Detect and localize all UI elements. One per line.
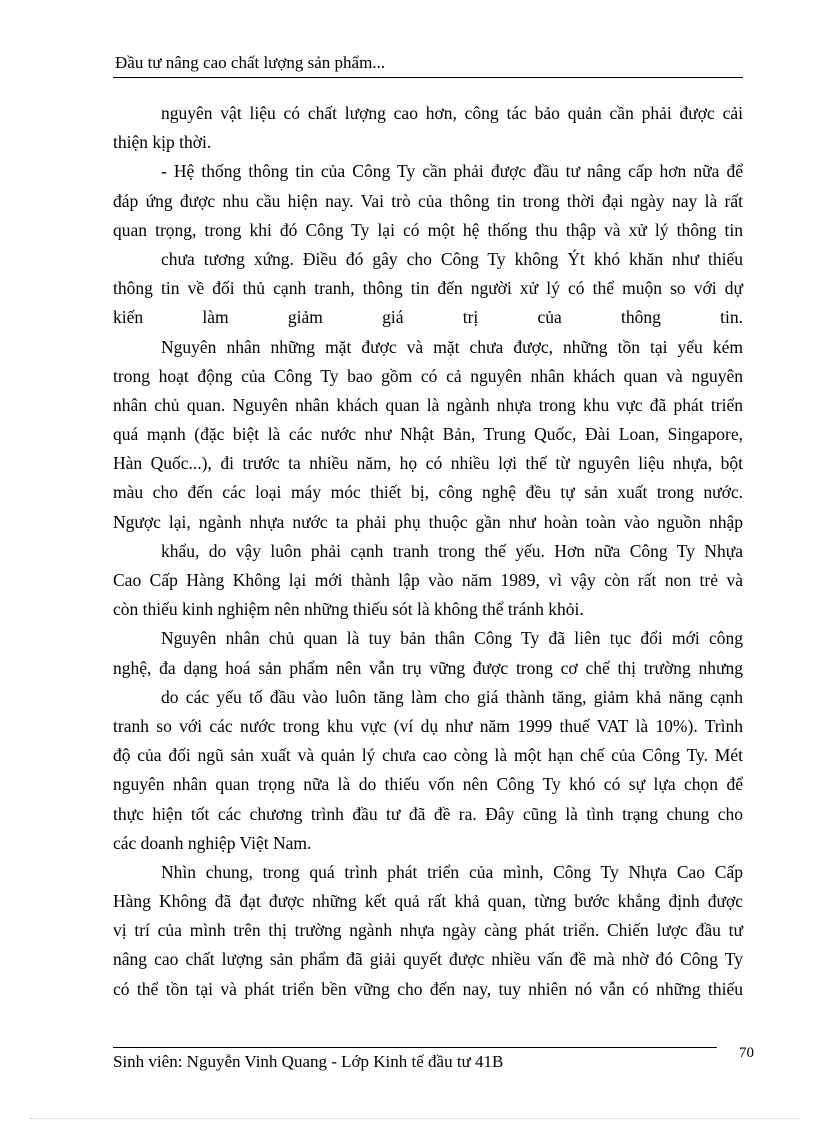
text-line: màu cho đến các loại máy móc thiết bị, công nghệ đều tự sản xuất trong nước. xyxy=(113,482,743,503)
text-line: có thể tồn tại và phát triển bền vững cho đến nay, tuy nhiên nó vẫn có những thiếu xyxy=(113,978,743,999)
text-line: vị trí của mình trên thị trường ngành nhựa ngày càng phát triển. Chiến lược đầu tư xyxy=(113,920,743,941)
text-line: quá mạnh (đặc biệt là các nước như Nhật Bản, Trung Quốc, Đài Loan, Singapore, xyxy=(113,424,743,445)
text-line: nguyên vật liệu có chất lượng cao hơn, công tác bảo quản cần phải được cải xyxy=(161,103,743,123)
page-number: 70 xyxy=(739,1045,754,1061)
text-line: - Hệ thống thông tin của Công Ty cần phải được đầu tư nâng cấp hơn nữa để xyxy=(161,161,743,182)
text-line: Nguyên nhân những mặt được và mặt chưa được, những tồn tại yếu kém xyxy=(161,336,743,357)
text-line: còn thiếu kinh nghiệm nên những thiếu sót là không thể tránh khỏi. xyxy=(113,599,584,620)
text-line: Hàn Quốc...), đi trước ta nhiều năm, họ có nhiều lợi thế từ nguyên liệu nhựa, bột xyxy=(113,453,743,474)
text-line: nâng cao chất lượng sản phẩm đã giải quyết được nhiều vấn đề mà nhờ đó Công Ty xyxy=(113,949,743,970)
text-line: đáp ứng được nhu cầu hiện nay. Vai trò của thông tin trong thời đại ngày nay là rất xyxy=(113,190,743,211)
text-line: Hàng Không đã đạt được những kết quả rất khả quan, từng bước khẳng định được xyxy=(113,891,743,912)
text-line: kiến làm giảm giá trị của thông tin. xyxy=(113,307,743,328)
text-line: thực hiện tốt các chương trình đầu tư đã đề ra. Đây cũng là tình trạng chung cho xyxy=(113,803,743,824)
footer-text: Sinh viên: Nguyễn Vinh Quang - Lớp Kinh tế đầu tư 41B xyxy=(113,1052,504,1071)
text-line: tranh so với các nước trong khu vực (ví dụ như năm 1999 thuế VAT là 10%). Trình xyxy=(113,715,743,736)
text-line: các doanh nghiệp Việt Nam. xyxy=(113,832,312,853)
text-line: quan trọng, trong khi đó Công Ty lại có một hệ thống thu thập và xử lý thông tin xyxy=(113,219,743,240)
text-line: thiện kịp thời. xyxy=(113,132,212,153)
text-line: Nguyên nhân chủ quan là tuy bản thân Công Ty đã liên tục đổi mới công xyxy=(161,628,743,649)
text-line: chưa tương xứng. Điều đó gây cho Công Ty không Ýt khó khăn như thiếu xyxy=(161,248,743,269)
text-line: Ngược lại, ngành nhựa nước ta phải phụ thuộc gần như hoàn toàn vào nguồn nhập xyxy=(113,511,743,532)
text-line: do các yếu tố đầu vào luôn tăng làm cho giá thành tăng, giảm khả năng cạnh xyxy=(161,686,743,707)
body-text xyxy=(113,99,743,1004)
page-edge-divider xyxy=(30,1118,800,1119)
text-line: trong hoạt động của Công Ty bao gồm có cả nguyên nhân khách quan và nguyên xyxy=(113,365,743,386)
page-header xyxy=(113,51,743,78)
text-line: Nhìn chung, trong quá trình phát triển của mình, Công Ty Nhựa Cao Cấp xyxy=(161,861,743,882)
text-line: nguyên nhân quan trọng nữa là do thiếu vốn nên Công Ty khó có sự lựa chọn để xyxy=(113,774,743,795)
text-line: độ của đối ngũ sản xuất và quản lý chưa cao còng là một hạn chế của Công Ty. Mét xyxy=(113,745,743,766)
footer-rule xyxy=(113,1047,717,1048)
text-line: khẩu, do vậy luôn phải cạnh tranh trong thế yếu. Hơn nữa Công Ty Nhựa xyxy=(161,540,743,561)
text-line: thông tin về đối thủ cạnh tranh, thông tin đến người xử lý có thể muộn so với dự xyxy=(113,278,743,299)
text-line: Cao Cấp Hàng Không lại mới thành lập vào năm 1989, vì vậy còn rất non trẻ và xyxy=(113,570,743,590)
header-title: Đầu tư nâng cao chất lượng sản phẩm... xyxy=(115,53,386,72)
text-line: nhân chủ quan. Nguyên nhân khách quan là ngành nhựa trong khu vực đã phát triển xyxy=(113,394,743,415)
text-line: nghệ, đa dạng hoá sản phẩm nên vẫn trụ vững được trong cơ chế thị trường nhưng xyxy=(113,657,743,678)
